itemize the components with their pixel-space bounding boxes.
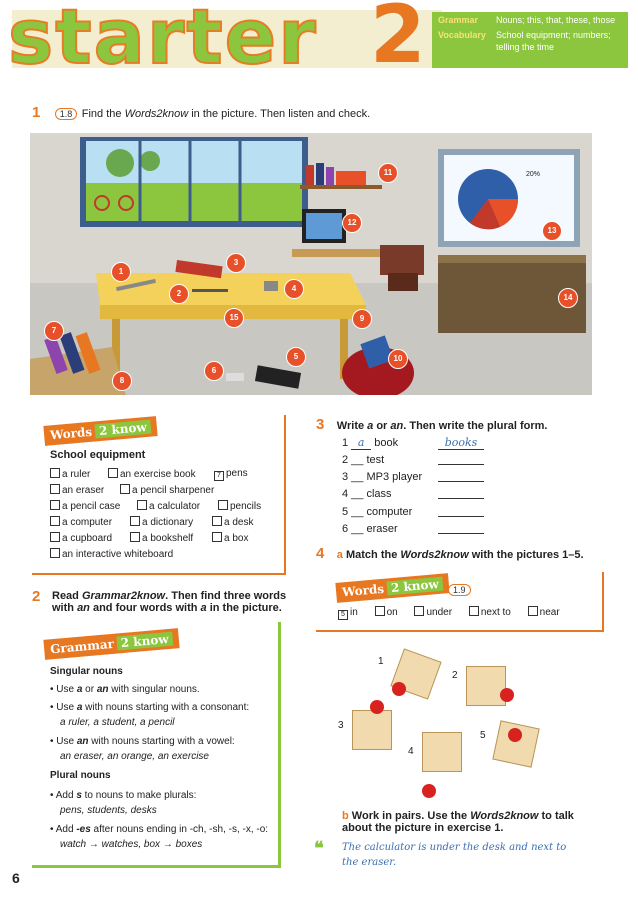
r5-ex: watch → watches, box → boxes: [60, 839, 203, 850]
word-item[interactable]: [212, 532, 248, 544]
word-item[interactable]: [214, 468, 248, 481]
example-sentence-2: the eraser.: [342, 857, 397, 868]
r1-post: with singular nouns.: [108, 684, 200, 695]
ex3-word: book: [374, 437, 399, 449]
pic-label-10: 10: [388, 349, 408, 369]
ex2-l2-a: with: [52, 602, 78, 614]
word-label: a computer: [62, 517, 113, 528]
ex4b-instruction: [342, 810, 574, 834]
vocab-label: Vocabulary: [438, 30, 486, 40]
ex3-item: 2 __ test: [342, 454, 384, 466]
rule-3: • Use an with nouns starting with a vowel:: [50, 736, 235, 747]
prep-label: next to: [480, 607, 511, 618]
pic-label-4: 4: [284, 279, 304, 299]
rule-1: • Use a or an with singular nouns.: [50, 684, 200, 695]
r4-ex: pens, students, desks: [60, 805, 157, 816]
grammar-value: Nouns; this, that, these, those: [496, 15, 616, 25]
prep-label: under: [426, 607, 453, 618]
ex3-an: an: [390, 420, 404, 432]
checkbox[interactable]: [130, 516, 140, 526]
r2-pre: Use: [56, 702, 77, 713]
ex2-l1-em: Grammar2know: [81, 590, 166, 602]
r3-post: with nouns starting with a vowel:: [88, 736, 235, 747]
r1-or: or: [82, 684, 97, 695]
word-label: pens: [226, 468, 248, 479]
pic-label-9: 9: [352, 309, 372, 329]
cube-3: [352, 710, 392, 750]
ex3-article-input[interactable]: a: [351, 436, 371, 450]
ex3-item: 5 __ computer: [342, 506, 412, 518]
p-tag-c: know: [402, 576, 440, 595]
ex4-number: 4: [316, 545, 325, 562]
ex3-item-number: 5: [342, 506, 349, 518]
ex3-plural-input[interactable]: [438, 506, 484, 517]
pic-label-6: 6: [204, 361, 224, 381]
checkbox[interactable]: [50, 468, 60, 478]
ex3-item-number: 4: [342, 488, 349, 500]
cubes-illustration: [330, 640, 580, 800]
word-item[interactable]: [218, 500, 261, 512]
cube-label-4: 4: [408, 746, 414, 757]
checkbox[interactable]: [137, 500, 147, 510]
unit-summary-box: [432, 12, 628, 68]
checkbox[interactable]: [50, 484, 60, 494]
word-item[interactable]: [130, 516, 193, 528]
r1-a: a: [76, 684, 83, 695]
prepositions-tag: [335, 573, 449, 603]
singular-heading: Singular nouns: [50, 666, 123, 677]
word-item[interactable]: [50, 500, 120, 512]
grammar-label: Grammar: [438, 15, 479, 25]
ex3-word: class: [366, 488, 392, 500]
r5-es: -es: [76, 824, 91, 835]
r5-pre: Add: [55, 824, 77, 835]
word-label: a pencil case: [62, 501, 121, 512]
grammar2know-tag: [43, 628, 179, 660]
ex4a-em: Words2know: [400, 549, 469, 561]
word-label: a bookshelf: [142, 533, 194, 544]
checkbox[interactable]: [212, 516, 222, 526]
ex2-instruction: [32, 590, 302, 614]
ex3-plural-input[interactable]: [438, 454, 484, 465]
example-sentence-1: The calculator is under the desk and next to: [342, 842, 567, 853]
ex4b-post: to talk: [538, 810, 574, 822]
checkbox[interactable]: [130, 532, 140, 542]
ex3-item: 4 __ class: [342, 488, 392, 500]
prep-label: near: [539, 607, 560, 618]
r1-an: an: [96, 684, 109, 695]
ex3-item-number: 2: [342, 454, 349, 466]
r4-post: to nouns to make plurals:: [81, 790, 197, 801]
school-equipment-heading: School equipment: [50, 449, 146, 461]
ball-4: [422, 784, 436, 798]
pic-label-12: 12: [342, 213, 362, 233]
vocab-value-2: telling the time: [496, 42, 555, 52]
ex4b-label: b: [342, 810, 349, 822]
word-item[interactable]: [108, 468, 196, 480]
ex3-word: MP3 player: [366, 471, 423, 483]
word-item[interactable]: [137, 500, 200, 512]
g-tag-a: Grammar: [49, 636, 115, 657]
rule-2: • Use a with nouns starting with a consonant:: [50, 702, 250, 713]
ex4b-pre: Work in pairs. Use the: [351, 810, 471, 822]
word-label: an exercise book: [120, 469, 196, 480]
page-number: 6: [12, 870, 20, 886]
ex3-item: 6 __ eraser: [342, 523, 398, 535]
prep-item[interactable]: [375, 607, 398, 618]
word-item[interactable]: [50, 548, 173, 560]
ex3-plural-input[interactable]: [438, 523, 484, 534]
pic-label-15: 15: [224, 308, 244, 328]
checkbox[interactable]: [50, 532, 60, 542]
ex3-plural-input[interactable]: [438, 471, 484, 482]
prepositions-panel: [316, 572, 604, 632]
word-item[interactable]: [120, 484, 214, 496]
rule-5-example: [60, 839, 202, 850]
checkbox[interactable]: [528, 606, 538, 616]
cube-label-1: 1: [378, 656, 384, 667]
word-item[interactable]: [50, 468, 90, 480]
r2-a: a: [76, 702, 83, 713]
rule-2-example: [60, 717, 175, 728]
ex3-item-number: 3: [342, 471, 349, 483]
ex2-l2-a2: a: [200, 602, 207, 614]
cube-label-3: 3: [338, 720, 344, 731]
ex3-item: 3 __ MP3 player: [342, 471, 422, 483]
cube-label-5: 5: [480, 730, 486, 741]
pic-label-13: 13: [542, 221, 562, 241]
plural-heading: Plural nouns: [50, 770, 111, 781]
checkbox[interactable]: [50, 516, 60, 526]
g-tag-c: know: [132, 632, 170, 650]
checkbox[interactable]: [469, 606, 479, 616]
word-label: a dictionary: [142, 517, 194, 528]
words2know-tag: [43, 416, 157, 446]
unit-number: 2: [370, 0, 426, 81]
pic-label-5: 5: [286, 347, 306, 367]
ex3-a: a: [367, 420, 374, 432]
r3-ex: an eraser, an orange, an exercise: [60, 751, 209, 762]
pic-label-1: 1: [111, 262, 131, 282]
cube-label-2: 2: [452, 670, 458, 681]
prep-item[interactable]: [469, 607, 511, 618]
classroom-picture: [30, 133, 592, 395]
rule-5: • Add -es after nouns ending in -ch, -sh, -s, -x, -o:: [50, 824, 269, 835]
ex3-instruction: [316, 416, 548, 434]
word-label: an eraser: [62, 485, 105, 496]
r4-s: s: [76, 790, 82, 801]
ex3-word: eraser: [366, 523, 398, 535]
ex4-track[interactable]: 1.9: [448, 584, 471, 596]
checkbox[interactable]: [212, 532, 222, 542]
pic-label-2: 2: [169, 284, 189, 304]
ex3-word: computer: [366, 506, 413, 518]
g-tag-b: 2: [120, 635, 130, 651]
p-tag-a: Words: [341, 581, 385, 600]
prep-item[interactable]: [338, 607, 358, 618]
ex2-l2-an: an: [77, 602, 90, 614]
quote-icon: ❝: [314, 838, 324, 858]
word-item[interactable]: [130, 532, 193, 544]
p-tag-b: 2: [390, 580, 400, 596]
ex3-item-number: 1: [342, 437, 349, 449]
ex4a-label: a: [336, 549, 343, 561]
prep-label: on: [386, 607, 398, 618]
ex3-post: . Then write the plural form.: [403, 420, 548, 432]
word-item[interactable]: [50, 532, 112, 544]
checkbox[interactable]: [120, 484, 130, 494]
word-label: an interactive whiteboard: [62, 549, 174, 560]
ex1-text-em: Words2know: [124, 108, 189, 120]
pic-label-8: 8: [112, 371, 132, 391]
ex4a-pre: Match the: [345, 549, 401, 561]
checkbox[interactable]: [414, 606, 424, 616]
checkbox[interactable]: 7: [214, 471, 224, 481]
pic-label-7: 7: [44, 321, 64, 341]
ex3-plural-input[interactable]: books: [438, 436, 484, 450]
w2k-tag-b: 2: [98, 423, 108, 439]
ex3-word: test: [366, 454, 385, 466]
rule-4-example: [60, 805, 157, 816]
cube-4: [422, 732, 462, 772]
ex2-l2-c: in the picture.: [206, 602, 282, 614]
ex1-track[interactable]: 1.8: [55, 108, 78, 120]
checkbox[interactable]: [218, 500, 228, 510]
ex1-text-pre: Find the: [81, 108, 125, 120]
word-label: a cupboard: [62, 533, 113, 544]
word-item[interactable]: [50, 484, 104, 496]
checkbox[interactable]: [50, 500, 60, 510]
r1-pre: Use: [56, 684, 77, 695]
checkbox[interactable]: [108, 468, 118, 478]
ex1-number: 1: [32, 104, 41, 121]
preposition-list: [338, 606, 560, 620]
r3-pre: Use: [56, 736, 77, 747]
ex2-l1-post: . Then find three words: [165, 590, 287, 602]
ex3-number: 3: [316, 416, 325, 433]
checkbox[interactable]: [50, 548, 60, 558]
word-label: a ruler: [62, 469, 91, 480]
ex3-item-number: 6: [342, 523, 349, 535]
checkbox[interactable]: [375, 606, 385, 616]
r2-ex: a ruler, a student, a pencil: [60, 717, 175, 728]
checkbox[interactable]: 5: [338, 610, 348, 620]
ex2-l2-b: and four words with: [89, 602, 201, 614]
prep-item[interactable]: [528, 607, 560, 618]
word-label: a calculator: [149, 501, 201, 512]
ball-1: [392, 682, 406, 696]
rule-3-example: [60, 751, 209, 762]
ex1-instruction: [32, 104, 370, 122]
prep-item[interactable]: [414, 607, 452, 618]
ball-5: [508, 728, 522, 742]
ex3-plural-input[interactable]: [438, 488, 484, 499]
r3-an: an: [76, 736, 89, 747]
ex4b-em: Words2know: [470, 810, 539, 822]
ball-2: [500, 688, 514, 702]
w2k-tag-a: Words: [49, 424, 93, 443]
ball-3: [370, 700, 384, 714]
pic-label-14: 14: [558, 288, 578, 308]
ex2-l1-pre: Read: [52, 590, 82, 602]
pic-label-3: 3: [226, 253, 246, 273]
word-label: a box: [224, 533, 249, 544]
r5-post: after nouns ending in -ch, -sh, -s, -x, -o:: [90, 824, 269, 835]
unit-title: starter: [8, 0, 318, 81]
r4-pre: Add: [55, 790, 77, 801]
ex3-item: [342, 436, 478, 450]
w2k-tag-c: know: [110, 419, 148, 438]
word-label: a pencil sharpener: [132, 485, 215, 496]
pic-label-11: 11: [378, 163, 398, 183]
ex2-number: 2: [32, 588, 41, 605]
ex4a-instruction: [316, 545, 584, 563]
cube-2: [466, 666, 506, 706]
grammar2know-panel: [32, 622, 281, 868]
ex4b-line2: about the picture in exercise 1.: [342, 822, 504, 834]
chart-percent: 20%: [526, 171, 541, 178]
ex1-text-post: in the picture. Then listen and check.: [188, 108, 371, 120]
prep-label: in: [350, 607, 358, 618]
word-item[interactable]: [212, 516, 253, 528]
word-item[interactable]: [50, 516, 112, 528]
ex4a-post: with the pictures 1–5.: [468, 549, 584, 561]
ex3-pre: Write: [336, 420, 368, 432]
r2-post: with nouns starting with a consonant:: [82, 702, 250, 713]
word-label: pencils: [230, 501, 262, 512]
vocab-value-1: School equipment; numbers;: [496, 30, 611, 40]
words2know-panel: [32, 415, 286, 575]
ex3-or: or: [373, 420, 391, 432]
rule-4: • Add s to nouns to make plurals:: [50, 790, 197, 801]
word-label: a desk: [224, 517, 254, 528]
